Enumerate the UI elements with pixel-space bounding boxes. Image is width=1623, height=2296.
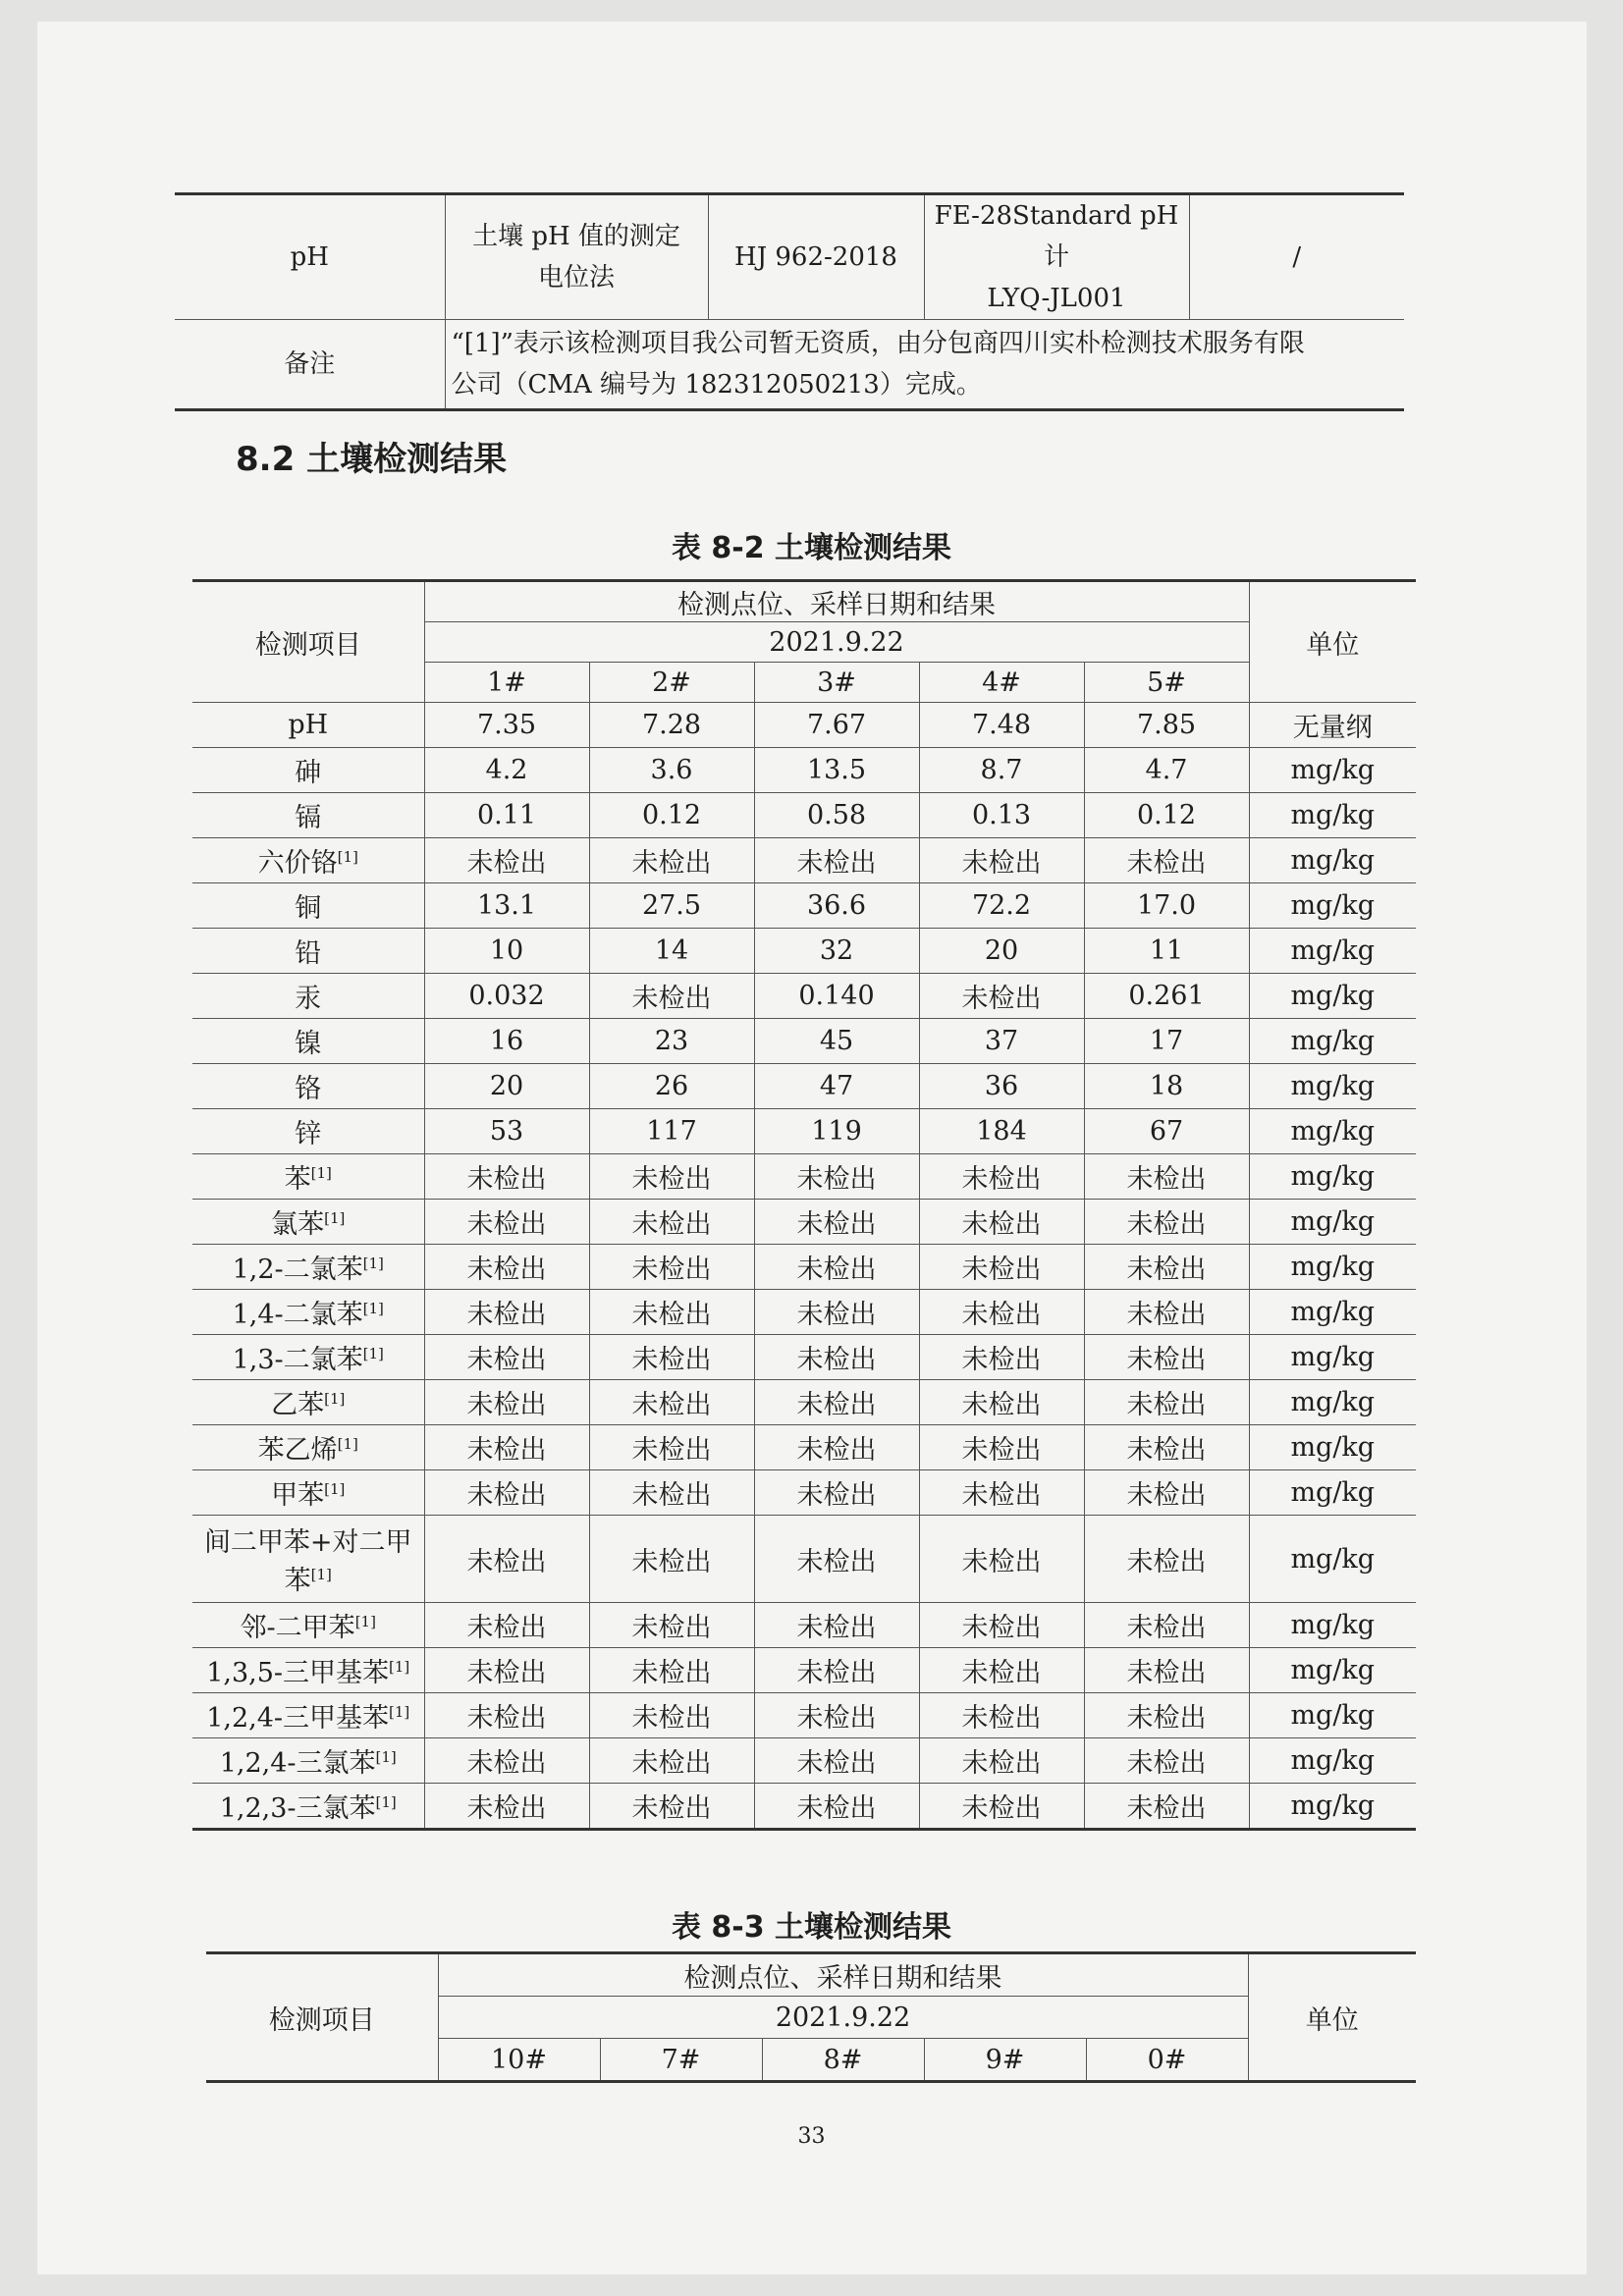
result-value: 0.140 bbox=[754, 974, 919, 1019]
result-value: 未检出 bbox=[919, 1784, 1084, 1830]
method-row-ph bbox=[175, 194, 1404, 320]
method-name-line2: 电位法 bbox=[537, 263, 615, 293]
result-value: 未检出 bbox=[1084, 838, 1249, 883]
remark-line1: “[1]”表示该检测项目我公司暂无资质，由分包商四川实朴检测技术服务有限 bbox=[451, 329, 1305, 358]
method-name-line1: 土壤 pH 值的测定 bbox=[472, 222, 680, 251]
t83-point-header: 0# bbox=[1086, 2039, 1248, 2082]
result-value: 37 bbox=[919, 1019, 1084, 1064]
result-value: 未检出 bbox=[1084, 1738, 1249, 1784]
result-value: 未检出 bbox=[754, 1784, 919, 1830]
result-value: 未检出 bbox=[754, 1245, 919, 1290]
item-name-cell bbox=[192, 1516, 424, 1603]
result-value: 未检出 bbox=[589, 974, 754, 1019]
t83-point-header: 7# bbox=[600, 2039, 762, 2082]
item-name: 铅 bbox=[295, 938, 322, 969]
result-value: 未检出 bbox=[589, 1693, 754, 1738]
table-row bbox=[192, 929, 1416, 974]
instrument-line1: FE-28Standard pH计 bbox=[934, 201, 1179, 272]
result-value: 未检出 bbox=[754, 1648, 919, 1693]
result-value: 4.7 bbox=[1084, 748, 1249, 793]
result-value: 未检出 bbox=[919, 1603, 1084, 1648]
result-value: 未检出 bbox=[919, 1290, 1084, 1335]
unit-value: mg/kg bbox=[1249, 1603, 1416, 1648]
table-row bbox=[192, 838, 1416, 883]
page-number: 33 bbox=[797, 2124, 826, 2149]
item-name-cell bbox=[192, 838, 424, 883]
result-value: 未检出 bbox=[1084, 1200, 1249, 1245]
result-value: 未检出 bbox=[589, 1648, 754, 1693]
item-name: 1,2,4-三氯苯 bbox=[219, 1748, 376, 1779]
item-name: 锌 bbox=[295, 1119, 322, 1149]
result-value: 67 bbox=[1084, 1109, 1249, 1154]
unit-value: mg/kg bbox=[1249, 1738, 1416, 1784]
unit-value: mg/kg bbox=[1249, 1154, 1416, 1200]
item-name-cell bbox=[192, 793, 424, 838]
table-row bbox=[192, 883, 1416, 929]
header-row-group bbox=[192, 581, 1416, 622]
result-value: 119 bbox=[754, 1109, 919, 1154]
remark-text bbox=[445, 320, 1404, 410]
result-value: 未检出 bbox=[1084, 1290, 1249, 1335]
result-value: 184 bbox=[919, 1109, 1084, 1154]
table-row bbox=[192, 1784, 1416, 1830]
item-name-cell bbox=[192, 883, 424, 929]
result-value: 未检出 bbox=[424, 1470, 589, 1516]
result-value: 未检出 bbox=[424, 838, 589, 883]
table-row bbox=[192, 1154, 1416, 1200]
item-name-cell bbox=[192, 1245, 424, 1290]
item-name-cell bbox=[192, 1109, 424, 1154]
result-value: 未检出 bbox=[754, 1335, 919, 1380]
item-name-cell bbox=[192, 1019, 424, 1064]
result-value: 未检出 bbox=[754, 1380, 919, 1425]
result-value: 未检出 bbox=[424, 1335, 589, 1380]
t83-header-item: 检测项目 bbox=[206, 1953, 438, 2082]
result-value: 11 bbox=[1084, 929, 1249, 974]
subcontract-note-marker: [1] bbox=[310, 1164, 332, 1182]
table-row bbox=[192, 1064, 1416, 1109]
subcontract-note-marker: [1] bbox=[375, 1793, 397, 1811]
result-value: 20 bbox=[424, 1064, 589, 1109]
result-value: 未检出 bbox=[424, 1245, 589, 1290]
item-name: 1,2,4-三甲基苯 bbox=[206, 1703, 390, 1734]
subcontract-note-marker: [1] bbox=[337, 1435, 358, 1453]
header-date: 2021.9.22 bbox=[424, 622, 1249, 663]
method-instrument bbox=[924, 194, 1189, 320]
result-value: 13.1 bbox=[424, 883, 589, 929]
item-name: 1,2-二氯苯 bbox=[232, 1255, 363, 1285]
result-value: 未检出 bbox=[919, 1516, 1084, 1603]
item-name: 氯苯 bbox=[271, 1209, 325, 1240]
result-value: 未检出 bbox=[424, 1425, 589, 1470]
item-name: 邻-二甲苯 bbox=[240, 1613, 355, 1643]
result-value: 未检出 bbox=[1084, 1648, 1249, 1693]
item-name-cell bbox=[192, 1470, 424, 1516]
point-header: 2# bbox=[589, 663, 754, 703]
item-name-cell bbox=[192, 1064, 424, 1109]
unit-value: mg/kg bbox=[1249, 1425, 1416, 1470]
t83-point-header: 10# bbox=[438, 2039, 600, 2082]
result-value: 未检出 bbox=[1084, 1603, 1249, 1648]
result-value: 未检出 bbox=[754, 1154, 919, 1200]
subcontract-note-marker: [1] bbox=[362, 1300, 384, 1317]
unit-value: mg/kg bbox=[1249, 1784, 1416, 1830]
t83-header-unit: 单位 bbox=[1248, 1953, 1416, 2082]
result-value: 未检出 bbox=[589, 1200, 754, 1245]
subcontract-note-marker: [1] bbox=[389, 1658, 410, 1676]
result-value: 未检出 bbox=[919, 1648, 1084, 1693]
subcontract-note-marker: [1] bbox=[389, 1703, 410, 1721]
remark-line2: 公司（CMA 编号为 182312050213）完成。 bbox=[451, 370, 982, 400]
table-row bbox=[192, 1693, 1416, 1738]
item-name-cell bbox=[192, 1380, 424, 1425]
item-name-cell bbox=[192, 1603, 424, 1648]
result-value: 未检出 bbox=[1084, 1245, 1249, 1290]
table-8-3-caption: 表 8-3 土壤检测结果 bbox=[671, 1910, 952, 1945]
result-value: 未检出 bbox=[919, 1200, 1084, 1245]
result-value: 7.28 bbox=[589, 703, 754, 748]
item-name: 镍 bbox=[295, 1029, 322, 1059]
result-value: 未检出 bbox=[1084, 1335, 1249, 1380]
table-row bbox=[192, 1290, 1416, 1335]
unit-value: mg/kg bbox=[1249, 1693, 1416, 1738]
table-row bbox=[192, 1425, 1416, 1470]
t83-header-group: 检测点位、采样日期和结果 bbox=[438, 1953, 1248, 1997]
result-value: 未检出 bbox=[1084, 1693, 1249, 1738]
unit-value: mg/kg bbox=[1249, 1290, 1416, 1335]
result-value: 17.0 bbox=[1084, 883, 1249, 929]
result-value: 未检出 bbox=[589, 838, 754, 883]
item-name-cell bbox=[192, 1693, 424, 1738]
result-value: 未检出 bbox=[589, 1784, 754, 1830]
result-value: 未检出 bbox=[589, 1154, 754, 1200]
unit-value: mg/kg bbox=[1249, 1380, 1416, 1425]
unit-value: mg/kg bbox=[1249, 1109, 1416, 1154]
item-name: 1,2,3-三氯苯 bbox=[219, 1793, 376, 1824]
table-row bbox=[192, 1335, 1416, 1380]
result-value: 未检出 bbox=[424, 1784, 589, 1830]
result-value: 未检出 bbox=[919, 1425, 1084, 1470]
header-group: 检测点位、采样日期和结果 bbox=[424, 581, 1249, 622]
result-value: 20 bbox=[919, 929, 1084, 974]
result-value: 未检出 bbox=[589, 1380, 754, 1425]
table-8-2-caption: 表 8-2 土壤检测结果 bbox=[671, 531, 952, 565]
result-value: 32 bbox=[754, 929, 919, 974]
unit-value: mg/kg bbox=[1249, 1245, 1416, 1290]
result-value: 18 bbox=[1084, 1064, 1249, 1109]
table-row bbox=[192, 1200, 1416, 1245]
item-name: 铜 bbox=[295, 893, 322, 924]
unit-value: mg/kg bbox=[1249, 929, 1416, 974]
result-value: 未检出 bbox=[754, 1693, 919, 1738]
item-name: 镉 bbox=[295, 803, 322, 833]
point-header: 4# bbox=[919, 663, 1084, 703]
table-row bbox=[192, 1470, 1416, 1516]
table-row bbox=[192, 1245, 1416, 1290]
method-item: pH bbox=[175, 194, 445, 320]
point-header: 3# bbox=[754, 663, 919, 703]
result-value: 16 bbox=[424, 1019, 589, 1064]
result-value: 7.35 bbox=[424, 703, 589, 748]
t83-point-header: 8# bbox=[762, 2039, 924, 2082]
result-value: 27.5 bbox=[589, 883, 754, 929]
remark-label: 备注 bbox=[175, 320, 445, 410]
point-header: 1# bbox=[424, 663, 589, 703]
unit-value: mg/kg bbox=[1249, 883, 1416, 929]
result-value: 未检出 bbox=[589, 1516, 754, 1603]
result-value: 未检出 bbox=[424, 1603, 589, 1648]
result-value: 未检出 bbox=[1084, 1425, 1249, 1470]
item-name: 乙苯 bbox=[271, 1390, 325, 1420]
subcontract-note-marker: [1] bbox=[354, 1613, 376, 1630]
header-unit: 单位 bbox=[1249, 581, 1416, 703]
result-value: 未检出 bbox=[424, 1380, 589, 1425]
unit-value: mg/kg bbox=[1249, 838, 1416, 883]
result-value: 117 bbox=[589, 1109, 754, 1154]
result-value: 未检出 bbox=[1084, 1154, 1249, 1200]
item-name-cell bbox=[192, 1784, 424, 1830]
result-value: 未检出 bbox=[1084, 1784, 1249, 1830]
result-value: 0.12 bbox=[1084, 793, 1249, 838]
method-standard: HJ 962-2018 bbox=[708, 194, 924, 320]
item-name-cell bbox=[192, 1290, 424, 1335]
result-value: 未检出 bbox=[754, 1516, 919, 1603]
unit-value: mg/kg bbox=[1249, 1200, 1416, 1245]
result-value: 未检出 bbox=[424, 1516, 589, 1603]
result-value: 0.032 bbox=[424, 974, 589, 1019]
table-row bbox=[192, 748, 1416, 793]
method-name bbox=[445, 194, 708, 320]
unit-value: mg/kg bbox=[1249, 1516, 1416, 1603]
result-value: 0.11 bbox=[424, 793, 589, 838]
result-value: 23 bbox=[589, 1019, 754, 1064]
item-name: 间二甲苯+对二甲苯 bbox=[203, 1527, 412, 1596]
result-value: 未检出 bbox=[919, 1335, 1084, 1380]
result-value: 未检出 bbox=[424, 1738, 589, 1784]
method-table bbox=[175, 192, 1404, 411]
result-value: 72.2 bbox=[919, 883, 1084, 929]
result-value: 未检出 bbox=[589, 1738, 754, 1784]
result-value: 未检出 bbox=[1084, 1516, 1249, 1603]
unit-value: mg/kg bbox=[1249, 1648, 1416, 1693]
result-value: 未检出 bbox=[589, 1603, 754, 1648]
item-name-cell bbox=[192, 1648, 424, 1693]
table-row bbox=[192, 1380, 1416, 1425]
table-row bbox=[192, 1019, 1416, 1064]
result-value: 0.58 bbox=[754, 793, 919, 838]
unit-value: mg/kg bbox=[1249, 748, 1416, 793]
unit-value: mg/kg bbox=[1249, 1335, 1416, 1380]
result-value: 未检出 bbox=[754, 1603, 919, 1648]
subcontract-note-marker: [1] bbox=[337, 848, 358, 866]
result-value: 未检出 bbox=[589, 1335, 754, 1380]
item-name: 甲苯 bbox=[271, 1480, 325, 1511]
header-item: 检测项目 bbox=[192, 581, 424, 703]
unit-value: mg/kg bbox=[1249, 1064, 1416, 1109]
subcontract-note-marker: [1] bbox=[375, 1748, 397, 1766]
item-name-cell bbox=[192, 929, 424, 974]
unit-value: mg/kg bbox=[1249, 1470, 1416, 1516]
table-row bbox=[192, 1603, 1416, 1648]
result-value: 未检出 bbox=[919, 974, 1084, 1019]
result-value: 47 bbox=[754, 1064, 919, 1109]
table-row bbox=[192, 703, 1416, 748]
result-value: 未检出 bbox=[754, 1470, 919, 1516]
result-value: 未检出 bbox=[919, 838, 1084, 883]
result-value: 未检出 bbox=[589, 1245, 754, 1290]
subcontract-note-marker: [1] bbox=[362, 1345, 384, 1362]
item-name-cell bbox=[192, 1335, 424, 1380]
point-header: 5# bbox=[1084, 663, 1249, 703]
item-name-cell bbox=[192, 1425, 424, 1470]
item-name: 六价铬 bbox=[257, 848, 338, 879]
result-value: 未检出 bbox=[589, 1290, 754, 1335]
t83-header-date: 2021.9.22 bbox=[438, 1997, 1248, 2039]
result-value: 未检出 bbox=[589, 1470, 754, 1516]
result-value: 未检出 bbox=[1084, 1380, 1249, 1425]
result-value: 未检出 bbox=[919, 1154, 1084, 1200]
subcontract-note-marker: [1] bbox=[324, 1390, 346, 1408]
item-name-cell bbox=[192, 1738, 424, 1784]
item-name-cell bbox=[192, 1200, 424, 1245]
t83-point-header: 9# bbox=[924, 2039, 1086, 2082]
item-name-cell bbox=[192, 703, 424, 748]
table-row bbox=[192, 793, 1416, 838]
result-value: 3.6 bbox=[589, 748, 754, 793]
result-value: 未检出 bbox=[1084, 1470, 1249, 1516]
result-value: 未检出 bbox=[754, 1738, 919, 1784]
section-heading: 8.2 土壤检测结果 bbox=[236, 440, 508, 479]
result-value: 14 bbox=[589, 929, 754, 974]
result-value: 未检出 bbox=[919, 1245, 1084, 1290]
result-value: 未检出 bbox=[424, 1648, 589, 1693]
item-name: 苯乙烯 bbox=[257, 1435, 338, 1466]
result-value: 未检出 bbox=[754, 838, 919, 883]
subcontract-note-marker: [1] bbox=[362, 1255, 384, 1272]
method-limit: / bbox=[1189, 194, 1404, 320]
unit-value: 无量纲 bbox=[1249, 703, 1416, 748]
table-row bbox=[192, 1109, 1416, 1154]
result-value: 0.261 bbox=[1084, 974, 1249, 1019]
result-value: 未检出 bbox=[754, 1290, 919, 1335]
result-value: 未检出 bbox=[919, 1470, 1084, 1516]
result-value: 未检出 bbox=[754, 1425, 919, 1470]
item-name-cell bbox=[192, 1154, 424, 1200]
result-value: 17 bbox=[1084, 1019, 1249, 1064]
result-value: 未检出 bbox=[424, 1154, 589, 1200]
result-value: 未检出 bbox=[754, 1200, 919, 1245]
table-row bbox=[192, 1738, 1416, 1784]
unit-value: mg/kg bbox=[1249, 1019, 1416, 1064]
result-value: 7.85 bbox=[1084, 703, 1249, 748]
soil-results-table-2 bbox=[206, 1951, 1416, 2083]
table-row bbox=[192, 1516, 1416, 1603]
instrument-line2: LYQ-JL001 bbox=[987, 284, 1126, 313]
result-value: 26 bbox=[589, 1064, 754, 1109]
result-value: 7.67 bbox=[754, 703, 919, 748]
result-value: 0.12 bbox=[589, 793, 754, 838]
item-name: 1,3-二氯苯 bbox=[232, 1345, 363, 1375]
result-value: 未检出 bbox=[589, 1425, 754, 1470]
result-value: 未检出 bbox=[919, 1693, 1084, 1738]
result-value: 未检出 bbox=[424, 1200, 589, 1245]
subcontract-note-marker: [1] bbox=[324, 1480, 346, 1498]
item-name: 铬 bbox=[295, 1074, 322, 1104]
table-row bbox=[192, 1648, 1416, 1693]
unit-value: mg/kg bbox=[1249, 974, 1416, 1019]
result-value: 0.13 bbox=[919, 793, 1084, 838]
result-value: 未检出 bbox=[424, 1693, 589, 1738]
result-value: 未检出 bbox=[919, 1380, 1084, 1425]
unit-value: mg/kg bbox=[1249, 793, 1416, 838]
subcontract-note-marker: [1] bbox=[310, 1566, 332, 1583]
result-value: 45 bbox=[754, 1019, 919, 1064]
result-value: 53 bbox=[424, 1109, 589, 1154]
item-name: 1,3,5-三甲基苯 bbox=[206, 1658, 390, 1688]
table-row bbox=[192, 974, 1416, 1019]
t83-header-row-group bbox=[206, 1953, 1416, 1997]
result-value: 36.6 bbox=[754, 883, 919, 929]
result-value: 未检出 bbox=[424, 1290, 589, 1335]
item-name: pH bbox=[288, 710, 329, 740]
item-name-cell bbox=[192, 748, 424, 793]
result-value: 36 bbox=[919, 1064, 1084, 1109]
result-value: 4.2 bbox=[424, 748, 589, 793]
result-value: 13.5 bbox=[754, 748, 919, 793]
item-name: 1,4-二氯苯 bbox=[232, 1300, 363, 1330]
item-name: 苯 bbox=[284, 1164, 311, 1195]
result-value: 8.7 bbox=[919, 748, 1084, 793]
item-name: 汞 bbox=[295, 984, 322, 1014]
result-value: 未检出 bbox=[919, 1738, 1084, 1784]
item-name-cell bbox=[192, 974, 424, 1019]
item-name: 砷 bbox=[295, 758, 322, 788]
result-value: 10 bbox=[424, 929, 589, 974]
soil-results-table bbox=[192, 579, 1416, 1831]
remark-row bbox=[175, 320, 1404, 410]
result-value: 7.48 bbox=[919, 703, 1084, 748]
subcontract-note-marker: [1] bbox=[324, 1209, 346, 1227]
